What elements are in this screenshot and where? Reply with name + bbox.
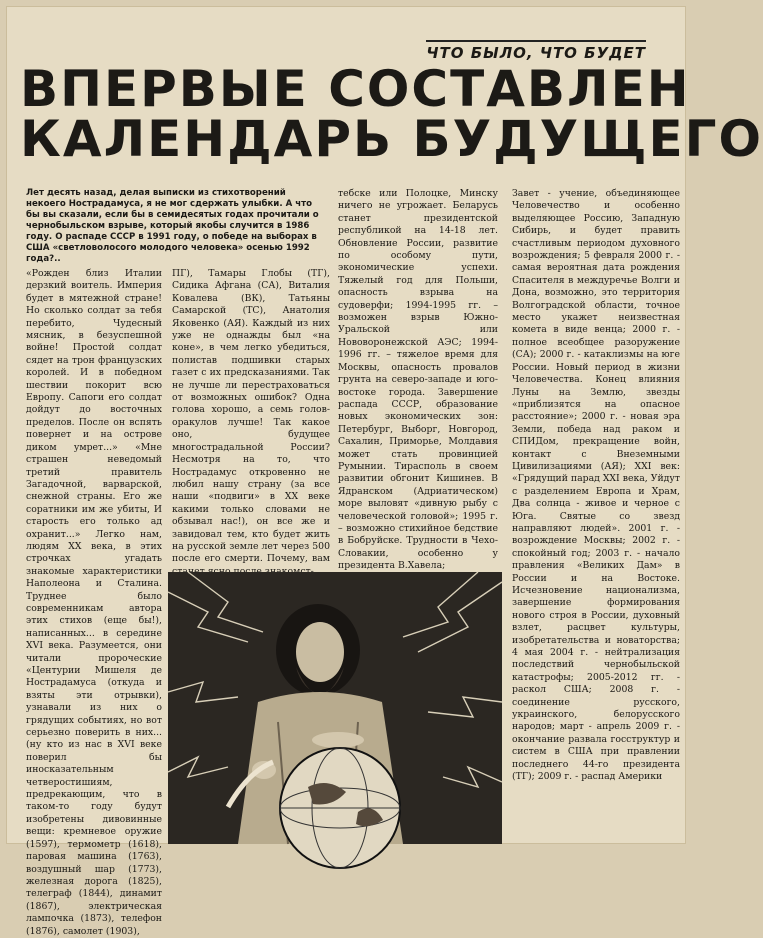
column-1-text: «Рожден близ Италии дерзкий воитель. Империя будет в мятежной стране! Но сколько солдат за тебя перебито, Чудесный мясник, в безуспешной войне! Простой солдат сядет на трон французских королей. И в победном шествии покорит всю Европу. Сапоги его солдат дойдут до восточных пределов. После он вспять повернет и на острове диком умрет...» «Мне страшен неведомый третий правитель Загадочной, варварской, снежной страны. Его же соратники им же убиты, И старость его только ад охранит...» Легко нам, людям XX века, в этих строчках угадать знакомые характеристики Наполеона и Сталина. Труднее было современникам автора этих стихов (еще бы!), написанных... в середине XVI века. Разумеется, они читали пророческие «Центурии Мишеля де Нострадамуса (откуда и взяты эти отрывки), узнавали из них о грядущих событиях, но вот серьезно поверить в них... (ну кто из нас в XVI веке поверил бы иносказательным четверостишиям, предрекающим, что в таком-то году будут изобретены дивовинные вещи: кремневое оружие (1597), термометр (1618), паровая машина (1763), воздушный шар (1773), железная дорога (1825), телеграф (1844), динамит (1867), электрическая лампочка (1873), телефон (1876), самолет (1903), [26,268,162,937]
prophet-illustration [168,572,502,844]
headline [20,60,763,168]
article-column-1 [26,268,162,937]
newspaper-clipping [6,6,763,937]
lead-paragraph: Лет десять назад, делая выписки из стихотворений некоего Нострадамуса, я не мог сдержать улыбки. А что бы вы сказали, если бы в семидесятых годах прочитали о чернобыльском взрыве, который якобы случится в 1986 году. О распаде СССР в 1991 году, о победе на выборах в США «светловолосого молодого человека» осенью 1992 года?.. [26,188,319,264]
headline-line-1: ВПЕРВЫЕ СОСТАВЛЕН [20,60,691,118]
column-2-text: ПГ), Тамары Глобы (ТГ), Сидика Афгана (СА), Виталия Ковалева (ВК), Татьяны Самарской (ТС), Анатолия Яковенко (АЯ). Каждый из них уже не однажды был «на коне», в чем легко убедиться, полистав подшивки старых газет с их предсказаниями. Так не лучше ли перестраховаться от возможных ошибок? Одна голова хорошо, а семь голов-оракулов лучше! Так какое оно, будущее многострадальной России? Несмотря на то, что Нострадамус откровенно не любил нашу страну (за все наши «подвиги» в XX веке какими только словами не обзывал нас!), он все же и завидовал тем, кто будет жить на русской земле лет через 500 после его смерти. Почему, вам [172,268,330,565]
headline-line-2: КАЛЕНДАРЬ БУДУЩЕГО [20,110,763,168]
column-3-text: тебске или Полоцке, Минску ничего не угрожает. Беларусь станет президентской республикой на 14-18 лет. Обновление России, развитие по особому пути, экономические успехи. Тяжелый год для Польши, опасность взрыва на судоверфи; 1994-1995 гг. – возможен взрыв Южно-Уральской или Нововоронежской АЭС; 1994-1996 гг. – тяжелое время для Москвы, опасность провалов грунта на северо-западе и юго-востоке города. Завершение распада СССР, образование новых экономических зон: Петербург, Выборг, Новгород, Сахалин, Приморье, Молдавия может стать провинцией Румынии. Тирасполь в своем развитии обгонит Кишинев. В Ядранском (Адриатическом) море выловят «дивную рыбу с человеческой головой»; 1995 г. – возможно стихийное бедствие в Бобруйске. Трудности в Чехо-Словакии, особенно у президента В.Хавела; [338,188,498,572]
article-column-3 [338,188,498,572]
column-4-text: Завет - учение, объединяющее Человечество и особенно выделяющее Россию, Западную Сибирь, и будет править счастливым периодом духовного возрождения; 5 февраля 2000 г. - самая вероятная дата рождения Спасителя в междуречье Волги и Дона, возможно, это территория Волгоградской области, точное место укажет неизвестная комета в виде венца; 2000 г. - полное всеобщее разоружение (СА); 2000 г. - катаклизмы на юге России. Новый период в жизни Человечества. Конец влияния Луны на Землю, звезды «приблизятся на опасное расстояние»; 2000 г. - новая эра Земли, победа над раком и СПИДом, прекращение войн, контакт с Внеземными Цивилизациями (АЯ); XXI век: «Грядущий парад XXI века, Уйдут с разделением Европа и Храм, Два солнца - живое и черное с Юга. Святые со звезд направляют людей». 2001 г. - возрождение Москвы; 2002 г. - спокойный год; 2003 г. - начало правления «Великих Дам» в России и на Востоке. Исчезновение национализма, завершение формирования нового строя в России, духовный взлет, расцвет культуры, изобретательства и новаторства; 4 мая 2004 г. - нейтрализация последствий чернобыльской катастрофы; 2005-2012 гг. - раскол США; 2008 г. - соединение русского, украинского, белорусского народов; март - апрель 2009 г. - окончание развала госструктур и систем в США при правлении последнего 44-го президента (ТГ); 2009 г. - распад Америки [512,188,680,783]
article-column-2 [172,268,330,568]
section-rubric: ЧТО БЫЛО, ЧТО БУДЕТ [426,40,646,62]
article-column-4 [512,188,680,838]
